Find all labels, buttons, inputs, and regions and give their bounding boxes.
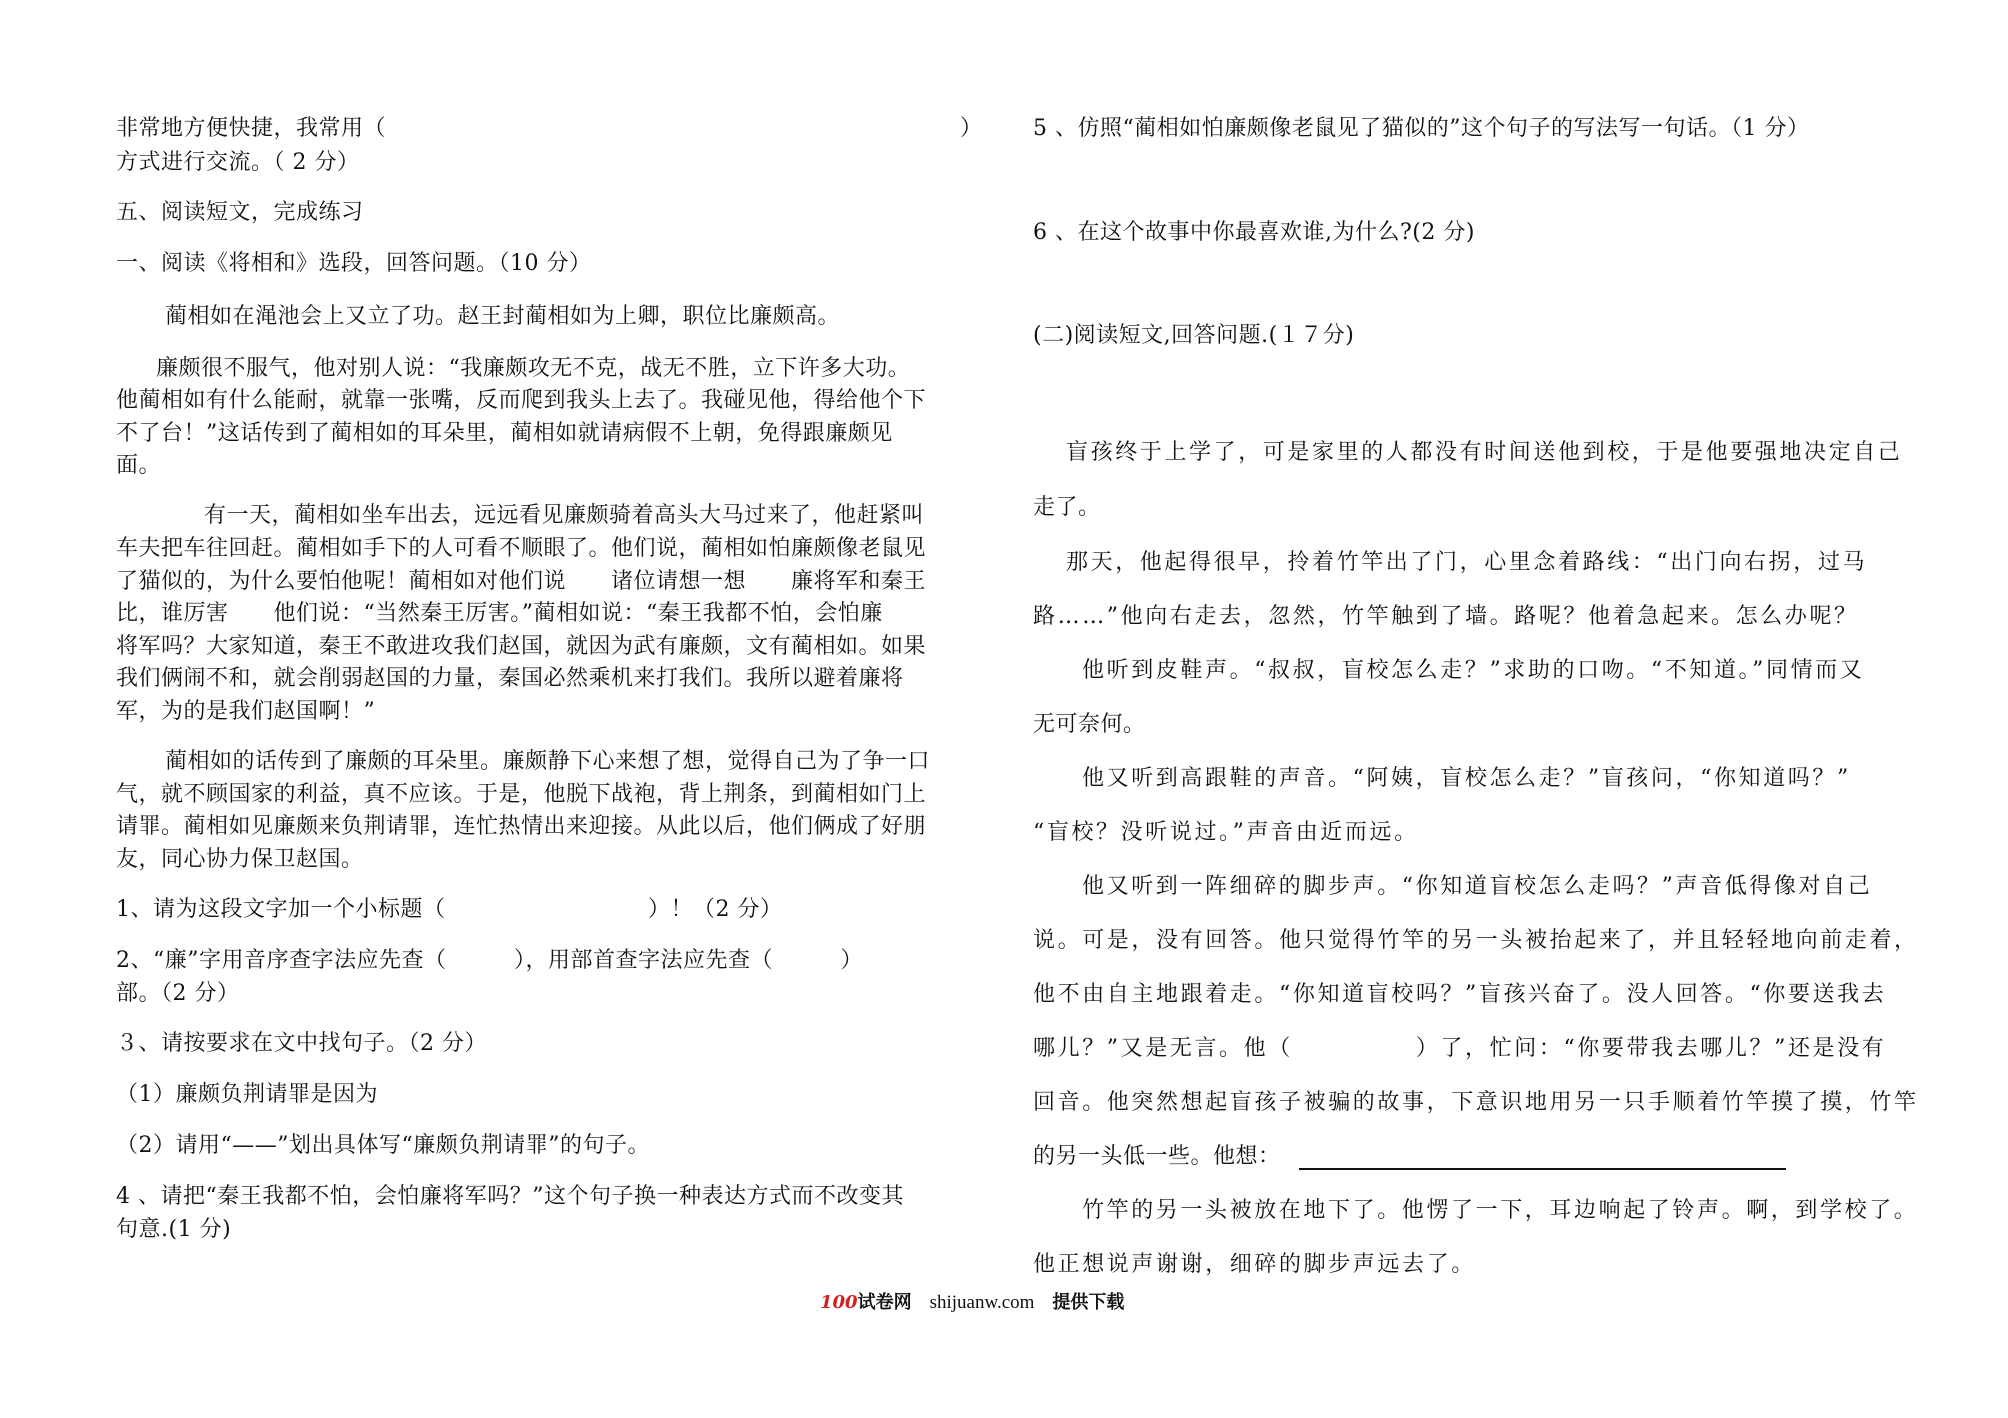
passage-line: 回音。他突然想起盲孩子被骗的故事，下意识地用另一只手顺着竹竿摸了摸，竹竿 bbox=[1033, 1090, 1919, 1115]
passage-line: 蔺相如的话传到了廉颇的耳朵里。廉颇静下心来想了想，觉得自己为了争一口 bbox=[165, 749, 931, 774]
passage-line: 的另一头低一些。他想： bbox=[1033, 1144, 1281, 1169]
passage-line: 了猫似的，为什么要怕他呢！蔺相如对他们说 诸位请想一想 廉将军和秦王 bbox=[116, 569, 927, 594]
passage-line: 那天，他起得很早，拎着竹竿出了门，心里念着路线：“出门向右拐，过马 bbox=[1066, 550, 1868, 575]
passage-line: 他又听到一阵细碎的脚步声。“你知道盲校怎么走吗？”声音低得像对自己 bbox=[1082, 874, 1873, 899]
passage-line: 比，谁厉害 他们说：“当然秦王厉害。”蔺相如说：“秦王我都不怕，会怕廉 bbox=[116, 601, 883, 626]
text-line: 方式进行交流。（ 2 分） bbox=[116, 150, 360, 175]
site-url: shijuanw.com bbox=[929, 1292, 1035, 1313]
passage-line: 他不由自主地跟着走。“你知道盲校吗？”盲孩兴奋了。没人回答。“你要送我去 bbox=[1033, 982, 1887, 1007]
passage-line: 廉颇很不服气，他对别人说：“我廉颇攻无不克，战无不胜，立下许多大功。 bbox=[156, 356, 911, 381]
footer-text: 提供下载 bbox=[1052, 1292, 1125, 1313]
passage-line: 蔺相如在渑池会上又立了功。赵王封蔺相如为上卿，职位比廉颇高。 bbox=[165, 304, 841, 329]
passage-line: 他正想说声谢谢，细碎的脚步声远去了。 bbox=[1033, 1252, 1476, 1277]
passage-line: 车夫把车往回赶。蔺相如手下的人可看不顺眼了。他们说，蔺相如怕廉颇像老鼠见 bbox=[116, 536, 927, 561]
passage-line: 面。 bbox=[116, 453, 162, 478]
question-3-1: （1）廉颇负荆请罪是因为 bbox=[116, 1082, 378, 1107]
passage-line: 他听到皮鞋声。“叔叔，盲校怎么走？”求助的口吻。“不知道。”同情而又 bbox=[1082, 658, 1865, 683]
passage-line: 他又听到高跟鞋的声音。“阿姨，盲校怎么走？”盲孩问，“你知道吗？” bbox=[1082, 766, 1851, 791]
passage-line: 请罪。蔺相如见廉颇来负荆请罪，连忙热情出来迎接。从此以后，他们俩成了好朋 bbox=[116, 814, 927, 839]
passage-line: 竹竿的另一头被放在地下了。他愣了一下，耳边响起了铃声。啊，到学校了。 bbox=[1082, 1198, 1919, 1223]
passage-line: 哪儿？”又是无言。他（ ）了，忙问：“你要带我去哪儿？”还是没有 bbox=[1033, 1036, 1887, 1061]
question-2-cont: 部。（2 分） bbox=[116, 981, 240, 1006]
question-3-2: （2）请用“——”划出具体写“廉颇负荆请罪”的句子。 bbox=[116, 1133, 650, 1158]
passage-line: 将军吗？大家知道，秦王不敢进攻我们赵国，就因为武有廉颇，文有蔺相如。如果 bbox=[116, 634, 927, 659]
passage-line: 军，为的是我们赵国啊！” bbox=[116, 699, 376, 724]
passage-line: 我们俩闹不和，就会削弱赵国的力量，秦国必然乘机来打我们。我所以避着廉将 bbox=[116, 666, 904, 691]
question-4: 4 、请把“秦王我都不怕，会怕廉将军吗？”这个句子换一种表达方式而不改变其 bbox=[116, 1184, 904, 1209]
question-heading: 一、阅读《将相和》选段，回答问题。（10 分） bbox=[116, 251, 592, 276]
passage-line: 无可奈何。 bbox=[1033, 712, 1146, 737]
question-2: 2、“廉”字用音序查字法应先查（ ），用部首查字法应先查（ ） bbox=[116, 948, 863, 973]
answer-underline bbox=[1299, 1168, 1786, 1170]
passage-line: 他蔺相如有什么能耐，就靠一张嘴，反而爬到我头上去了。我碰见他，得给他个下 bbox=[116, 388, 927, 413]
passage-line: 不了台！”这话传到了蔺相如的耳朵里，蔺相如就请病假不上朝，免得跟廉颇见 bbox=[116, 421, 893, 446]
question-3: ３、请按要求在文中找句子。（2 分） bbox=[116, 1031, 487, 1056]
passage-line: 气，就不顾国家的利益，真不应该。于是，他脱下战袍，背上荆条，到蔺相如门上 bbox=[116, 782, 927, 807]
passage-line: 有一天，蔺相如坐车出去，远远看见廉颇骑着高头大马过来了，他赶紧叫 bbox=[204, 503, 925, 528]
passage-line: “盲校？没听说过。”声音由近而远。 bbox=[1033, 820, 1419, 845]
passage-line: 路……”他向右走去，忽然，竹竿触到了墙。路呢？他着急起来。怎么办呢？ bbox=[1033, 604, 1859, 629]
footer-watermark bbox=[820, 1292, 1124, 1314]
text-line: 非常地方便快捷，我常用（ bbox=[116, 116, 387, 141]
question-6: 6 、在这个故事中你最喜欢谁,为什么?(2 分) bbox=[1033, 220, 1475, 245]
passage-line: 走了。 bbox=[1033, 495, 1101, 520]
passage-line: 盲孩终于上学了，可是家里的人都没有时间送他到校，于是他要强地决定自己 bbox=[1066, 440, 1903, 465]
answer-blank-close: ） bbox=[960, 116, 983, 141]
question-1: 1、请为这段文字加一个小标题（ ）！（2 分） bbox=[116, 897, 783, 922]
passage-line: 说。可是，没有回答。他只觉得竹竿的另一头被抬起来了，并且轻轻地向前走着， bbox=[1033, 928, 1919, 953]
passage-line: 友，同心协力保卫赵国。 bbox=[116, 847, 364, 872]
site-logo: 100试卷网 bbox=[820, 1292, 912, 1313]
section-heading-2: (二)阅读短文,回答问题.(１７分) bbox=[1033, 323, 1355, 348]
question-5: 5 、仿照“蔺相如怕廉颇像老鼠见了猫似的”这个句子的写法写一句话。（1 分） bbox=[1033, 116, 1810, 141]
question-4-cont: 句意.(1 分) bbox=[116, 1217, 232, 1242]
section-heading: 五、阅读短文，完成练习 bbox=[116, 200, 364, 225]
